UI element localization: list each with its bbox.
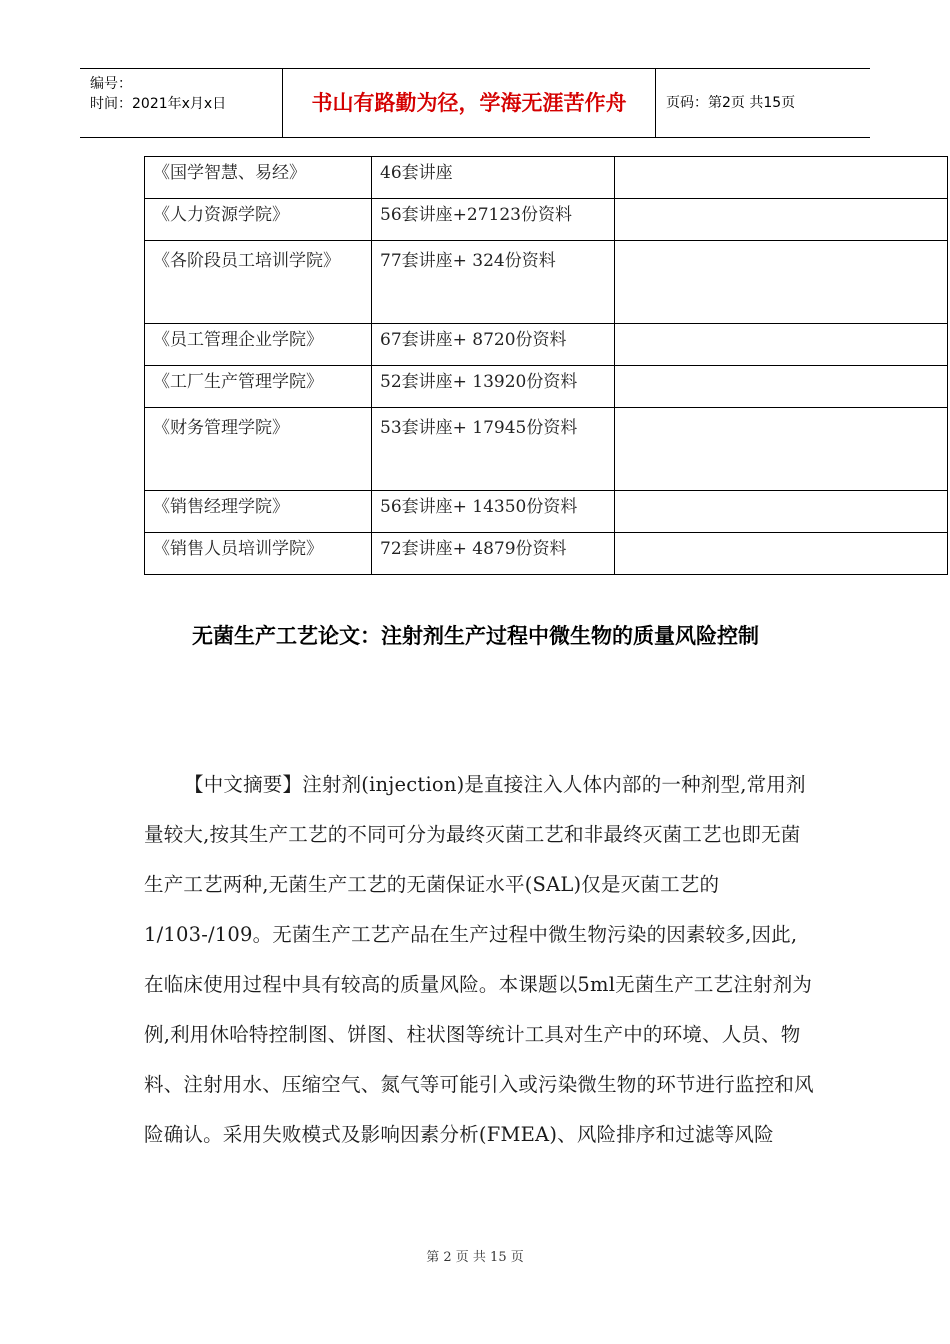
course-note (615, 408, 948, 491)
article-abstract: 【中文摘要】注射剂(injection)是直接注入人体内部的一种剂型,常用剂量较大,按其生产工艺的不同可分为最终灭菌工艺和非最终灭菌工艺也即无菌生产工艺两种,无菌生产工艺的无菌保证水平(SAL)仅是灭菌工艺的1/103-/109。无菌生产工艺产品在生产过程中微生物污染的因素较多,因此,在临床使用过程中具有较高的质量风险。本课题以5ml无菌生产工艺注射剂为例,利用休哈特控制图、饼图、柱状图等统计工具对生产中的环境、人员、物料、注射用水、压缩空气、氮气等可能引入或污染微生物的环节进行监控和风险确认。采用失败模式及影响因素分析(FMEA)、风险排序和过滤等风险 (144, 773, 814, 1146)
table-row (145, 533, 948, 575)
course-content: 46套讲座 (372, 157, 615, 199)
course-name: 《销售经理学院》 (145, 491, 372, 533)
course-note (615, 366, 948, 408)
table-row (145, 241, 948, 324)
course-table (144, 156, 948, 575)
table-row (145, 491, 948, 533)
course-note (615, 533, 948, 575)
header-meta (80, 69, 283, 137)
course-note (615, 241, 948, 324)
header-motto: 书山有路勤为径，学海无涯苦作舟 (283, 69, 656, 137)
table-row (145, 157, 948, 199)
course-name: 《人力资源学院》 (145, 199, 372, 241)
course-name: 《国学智慧、易经》 (145, 157, 372, 199)
course-name: 《财务管理学院》 (145, 408, 372, 491)
course-note (615, 199, 948, 241)
serial-label: 编号： (90, 76, 132, 92)
course-content: 56套讲座+27123份资料 (372, 199, 615, 241)
course-name: 《销售人员培训学院》 (145, 533, 372, 575)
course-content: 53套讲座+ 17945份资料 (372, 408, 615, 491)
course-content: 56套讲座+ 14350份资料 (372, 491, 615, 533)
course-note (615, 324, 948, 366)
course-name: 《工厂生产管理学院》 (145, 366, 372, 408)
course-content: 72套讲座+ 4879份资料 (372, 533, 615, 575)
course-content: 77套讲座+ 324份资料 (372, 241, 615, 324)
header-page-info: 页码：第2页 共15页 (666, 95, 796, 111)
course-content: 67套讲座+ 8720份资料 (372, 324, 615, 366)
table-row (145, 408, 948, 491)
course-name: 《各阶段员工培训学院》 (145, 241, 372, 324)
course-note (615, 157, 948, 199)
course-note (615, 491, 948, 533)
page-header (80, 68, 870, 138)
course-name: 《员工管理企业学院》 (145, 324, 372, 366)
article-title: 无菌生产工艺论文：注射剂生产过程中微生物的质量风险控制 (192, 624, 759, 648)
table-row (145, 324, 948, 366)
table-row (145, 366, 948, 408)
page-footer: 第 2 页 共 15 页 (426, 1250, 524, 1265)
course-content: 52套讲座+ 13920份资料 (372, 366, 615, 408)
table-row (145, 199, 948, 241)
time-label: 时间：2021年x月x日 (90, 96, 227, 112)
